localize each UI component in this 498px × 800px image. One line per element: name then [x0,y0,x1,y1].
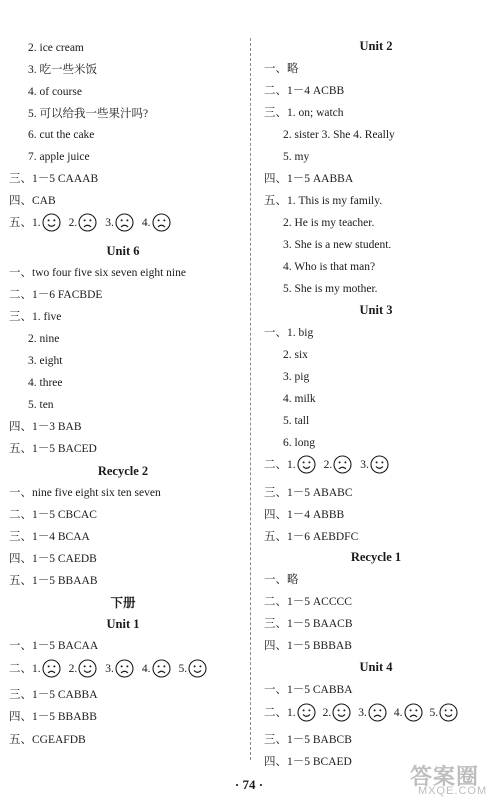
answer-line: 三、1－5 BAACB [264,618,353,630]
watermark-url: MXQE.COM [418,785,488,797]
answer-line: 四、1－3 BAB [9,421,82,433]
answer-line: 一、略 [264,574,299,586]
page-number: · 74 · [234,777,264,792]
section-heading: 下册 [110,596,136,610]
answer-line: 一、1－5 CABBA [264,684,353,696]
answer-line: 5. 可以给我一些果汁吗? [28,108,149,120]
answer-line: 4. three [28,377,63,389]
face-answer-row [9,213,173,232]
face-number: 4. [393,706,403,719]
happy-face-icon [370,455,389,474]
answer-line: 2. He is my teacher. [283,217,375,229]
sad-face-icon [42,659,61,678]
answer-line: 五、1. This is my family. [264,195,383,207]
answer-line: 3. eight [28,355,63,367]
happy-face-icon [42,213,61,232]
answer-line: 五、CGEAFDB [9,734,86,746]
answer-line: 4. of course [28,86,82,98]
answer-line: 三、1－5 BABCB [264,734,352,746]
happy-face-icon [188,659,207,678]
face-number: 5. [178,662,188,675]
happy-face-icon [297,455,316,474]
answer-line: 2. six [283,349,308,361]
face-number: 3. [358,706,367,719]
answer-line: 7. apple juice [28,151,90,163]
answer-line: 四、1－4 ABBB [264,509,345,521]
face-row-prefix: 二、1. [9,662,41,675]
sad-face-icon [115,213,134,232]
answer-line: 三、1. on; watch [264,107,344,119]
face-row-prefix: 五、1. [9,216,41,229]
answer-line: 3. pig [283,371,310,383]
answer-line: 三、1－5 CABBA [9,689,98,701]
answer-line: 四、1－5 AABBA [264,173,354,185]
sad-face-icon [404,703,423,722]
answer-line: 6. long [283,437,315,449]
face-answer-row [264,703,460,722]
face-number: 3. [105,662,114,675]
face-number: 2. [322,706,332,719]
section-heading: Unit 2 [359,39,393,53]
sad-face-icon [152,659,171,678]
answer-line: 一、1－5 BACAA [9,640,99,652]
watermark-logo [404,760,498,800]
answer-line: 三、1. five [9,311,62,323]
answer-line: 五、1－5 BBAAB [9,575,98,587]
answer-line: 一、略 [264,63,299,75]
answer-line: 2. nine [28,333,60,345]
answer-line: 一、1. big [264,327,314,339]
face-number: 2. [68,662,78,675]
answer-line: 5. my [283,151,310,163]
answer-line: 二、1－5 CBCAC [9,509,97,521]
face-number: 5. [429,706,439,719]
answer-line: 五、1－5 BACED [9,443,97,455]
face-number: 4. [141,662,151,675]
answer-line: 二、1－6 FACBDE [9,289,103,301]
happy-face-icon [439,703,458,722]
answer-line: 2. sister 3. She 4. Really [283,129,395,141]
answer-line: 6. cut the cake [28,129,95,141]
watermark-text: 答案圈 [410,764,480,789]
answer-line: 四、CAB [9,195,56,207]
answer-line: 2. ice cream [28,42,84,54]
answer-line: 5. ten [28,399,54,411]
answer-line: 四、1－5 CAEDB [9,553,97,565]
answer-line: 三、1－5 ABABC [264,487,353,499]
section-heading: Unit 6 [106,244,140,258]
answer-line: 4. Who is that man? [283,261,376,273]
section-heading: Recycle 2 [97,464,149,478]
answer-line: 四、1－5 BBABB [9,711,97,723]
face-answer-row [264,455,391,474]
face-number: 2. [323,458,333,471]
answer-line: 3. 吃一些米饭 [28,64,97,76]
answer-line: 二、1－4 ACBB [264,85,345,97]
sad-face-icon [333,455,352,474]
section-heading: Unit 3 [359,303,393,317]
section-heading: Unit 4 [359,660,393,674]
face-number: 3. [105,216,114,229]
answer-line: 5. She is my mother. [283,283,378,295]
sad-face-icon [115,659,134,678]
sad-face-icon [78,213,97,232]
answer-line: 四、1－5 BCAED [264,756,352,768]
happy-face-icon [78,659,97,678]
face-number: 2. [68,216,78,229]
section-heading: Unit 1 [106,617,140,631]
answer-line: 5. tall [283,415,310,427]
face-number: 4. [141,216,151,229]
face-row-prefix: 二、1. [264,706,296,719]
answer-line: 二、1－5 ACCCC [264,596,352,608]
answer-line: 3. She is a new student. [283,239,392,251]
answer-line: 一、nine five eight six ten seven [9,487,161,499]
column-divider [250,38,251,760]
answer-line: 三、1－5 CAAAB [9,173,99,185]
answer-line: 4. milk [283,393,316,405]
answer-line: 四、1－5 BBBAB [264,640,352,652]
sad-face-icon [368,703,387,722]
happy-face-icon [297,703,316,722]
face-number: 3. [360,458,369,471]
sad-face-icon [152,213,171,232]
section-heading: Recycle 1 [350,550,402,564]
happy-face-icon [332,703,351,722]
face-row-prefix: 二、1. [264,458,296,471]
answer-line: 五、1－6 AEBDFC [264,531,359,543]
answer-line: 三、1－4 BCAA [9,531,90,543]
face-answer-row [9,659,209,678]
answer-line: 一、two four five six seven eight nine [9,267,186,279]
